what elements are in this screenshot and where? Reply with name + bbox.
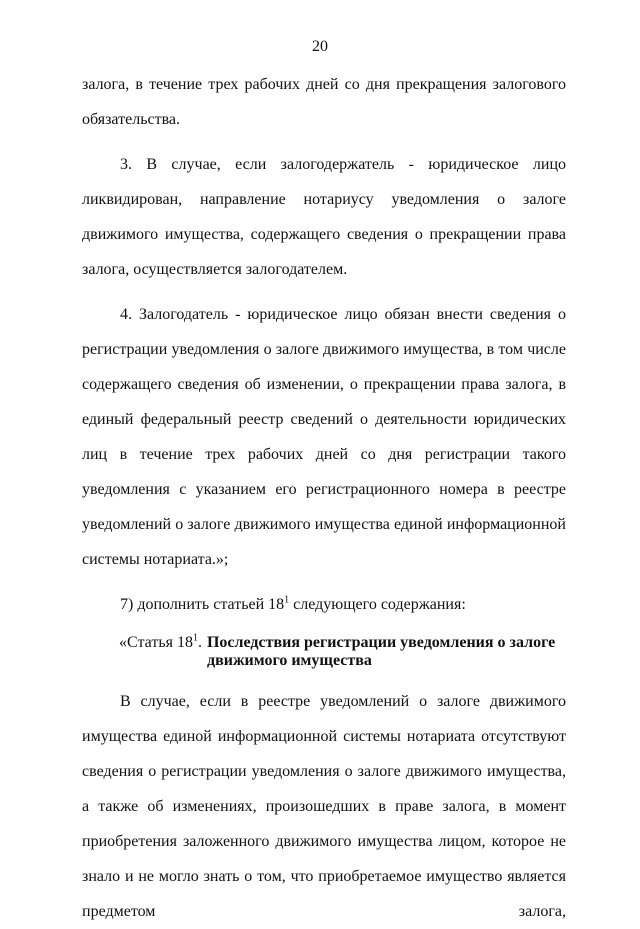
paragraph-article-body: В случае, если в реестре уведомлений о залоге движимого имущества единой информационной системы нотариата отсутствуют сведения о регистрации уведомления о залоге движимого имущества, а также об изменениях, произошедших в праве залога, в момент приобретения заложенного движимого имущества лицом, которое не знало и не могло знать о том, что приобретаемое имущество является предметом залога, (82, 693, 566, 920)
article-title: Последствия регистрации уведомления о залоге движимого имущества (206, 634, 556, 669)
paragraph-continuation: залога, в течение трех рабочих дней со дня прекращения залогового обязательства. (82, 76, 566, 128)
amendment-superscript: 1 (284, 594, 290, 606)
paragraph-item-4: 4. Залогодатель - юридическое лицо обязан внести сведения о регистрации уведомления о залоге движимого имущества, в том числе содержащего сведения об изменении, о прекращении права залога, в единый федеральный реестр сведений о деятельности юридических лиц в течение трех рабочих дней со дня регистрации такого уведомления с указанием его регистрационного номера в реестре уведомлений о залоге движимого имущества единой информационной системы нотариата.»; (82, 306, 566, 568)
paragraph-amendment-7 (82, 587, 566, 622)
page-number: 20 (312, 38, 328, 55)
amendment-text: 7) дополнить статьей 18 (120, 596, 285, 613)
document-body (82, 67, 566, 929)
paragraph-item-3: 3. В случае, если залогодержатель - юридическое лицо ликвидирован, направление нотариусу уведомления о залоге движимого имущества, содержащего сведения о прекращении права залога, осуществляется залогодателем. (82, 156, 566, 278)
article-number: «Статья $18^1$. (119, 632, 202, 651)
amendment-text-tail: следующего содержания: (289, 596, 466, 613)
article-heading (82, 634, 566, 670)
